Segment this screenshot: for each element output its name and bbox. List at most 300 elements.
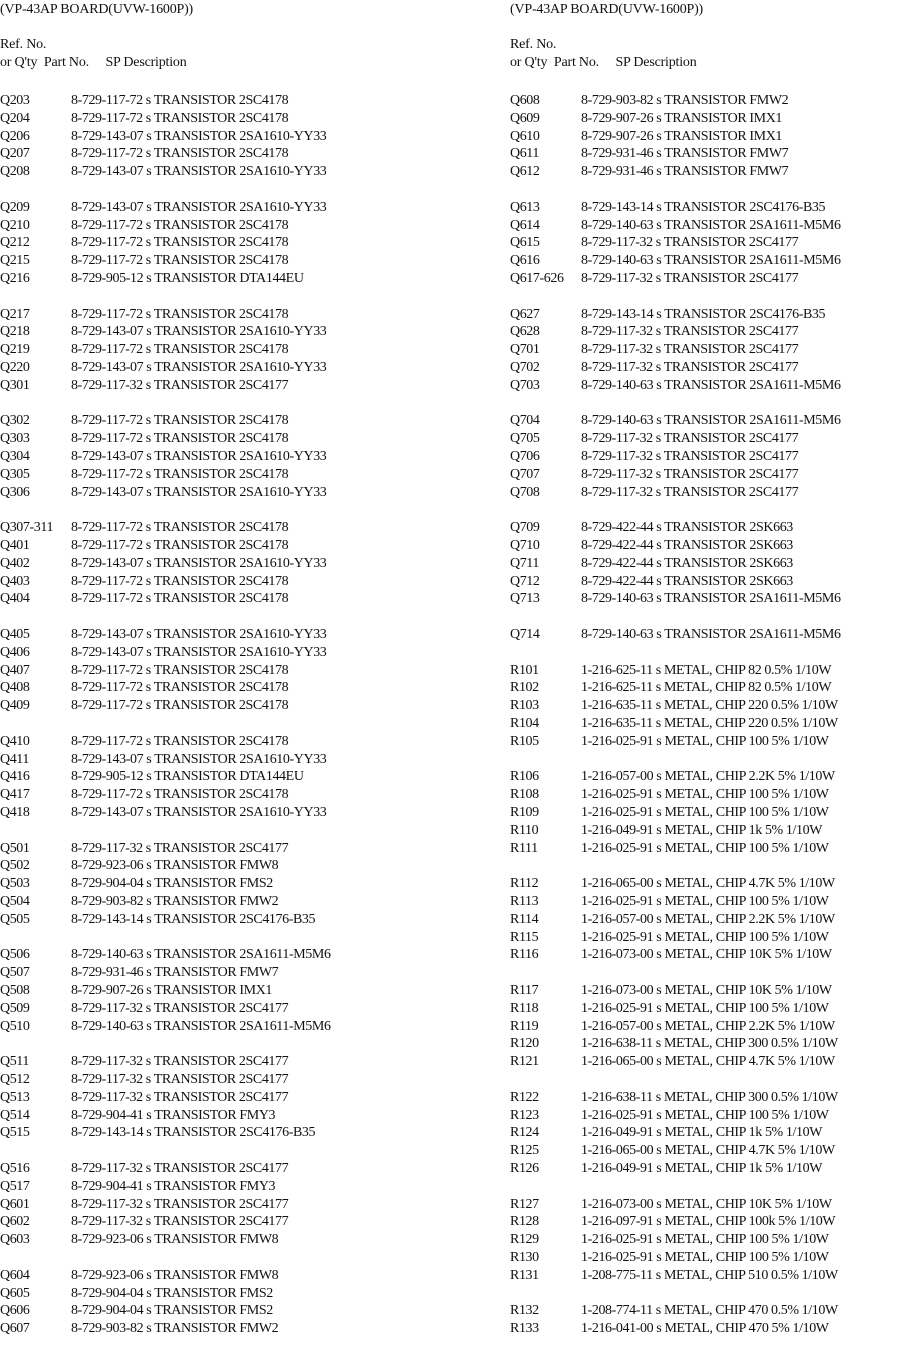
description: METAL, CHIP 100 5% 1/10W: [664, 840, 829, 856]
part-no: 8-729-143-07: [71, 199, 144, 215]
part-no: 8-729-923-06: [71, 1232, 144, 1248]
ref-no: Q212: [0, 235, 30, 251]
sp-flag: s: [655, 431, 661, 447]
description: METAL, CHIP 100 5% 1/10W: [664, 805, 829, 820]
ref-no: Q707: [510, 466, 540, 482]
part-line: [71, 768, 304, 786]
part-no: 8-729-117-72: [71, 787, 143, 803]
sp-flag: s: [656, 627, 662, 642]
sp-flag: s: [145, 680, 151, 696]
description: TRANSISTOR 2SA1610-YY33: [154, 449, 327, 464]
ref-no: Q509: [0, 1000, 30, 1016]
sp-flag: s: [656, 947, 662, 963]
sp-flag: s: [656, 840, 662, 856]
part-no: 1-216-025-91: [581, 1107, 654, 1123]
sp-flag: s: [146, 1178, 152, 1194]
part-line: [71, 306, 288, 324]
ref-no: R102: [510, 680, 539, 696]
description: TRANSISTOR 2SC4177: [153, 1214, 289, 1230]
part-line: [71, 555, 326, 573]
part-line: [581, 323, 798, 341]
sp-flag: s: [656, 253, 662, 269]
ref-no: R106: [510, 769, 539, 785]
sp-flag: s: [146, 360, 152, 375]
description: TRANSISTOR 2SC4177: [663, 466, 799, 482]
ref-no: R110: [510, 822, 539, 838]
sp-flag: s: [656, 1232, 662, 1248]
part-no: 8-729-140-63: [581, 253, 654, 269]
description: TRANSISTOR 2SC4177: [663, 360, 799, 375]
description: TRANSISTOR 2SC4178: [153, 662, 289, 678]
ref-no: Q410: [0, 733, 30, 749]
description: TRANSISTOR 2SA1610-YY33: [154, 484, 327, 500]
part-line: [581, 448, 798, 466]
description: TRANSISTOR 2SC4176-B35: [154, 911, 316, 927]
part-no: 8-729-117-72: [71, 306, 143, 322]
ref-no: Q712: [510, 573, 540, 589]
description: TRANSISTOR 2SC4178: [153, 217, 289, 233]
part-line: [71, 1213, 288, 1231]
description: METAL, CHIP 100 5% 1/10W: [664, 1250, 829, 1265]
sp-flag: s: [656, 876, 662, 892]
description: TRANSISTOR 2SA1611-M5M6: [664, 377, 841, 393]
part-no: 8-729-143-07: [71, 324, 144, 340]
description: METAL, CHIP 100 5% 1/10W: [664, 733, 829, 749]
sp-flag: s: [146, 751, 152, 767]
ref-no: Q617-626: [510, 271, 564, 286]
part-line: [71, 448, 326, 466]
part-no: 1-216-073-00: [581, 947, 654, 963]
description: METAL, CHIP 300 0.5% 1/10W: [663, 1089, 838, 1105]
sp-flag: s: [656, 591, 662, 607]
sp-flag: s: [656, 164, 662, 180]
part-line: [581, 804, 829, 822]
part-line: [581, 1000, 829, 1018]
sp-flag: s: [145, 591, 151, 607]
part-line: [71, 1018, 331, 1036]
part-no: 1-216-025-91: [581, 1232, 654, 1248]
part-no: 1-216-057-00: [581, 769, 654, 785]
sp-flag: s: [145, 413, 151, 429]
ref-no: Q606: [0, 1303, 30, 1319]
part-line: [71, 1302, 273, 1320]
ref-no: Q506: [0, 947, 30, 963]
sp-flag: s: [145, 306, 151, 322]
ref-no: Q216: [0, 271, 30, 286]
sp-flag: s: [655, 716, 661, 731]
ref-no: Q613: [510, 199, 540, 215]
part-no: 8-729-904-04: [71, 1285, 144, 1301]
description: TRANSISTOR IMX1: [154, 983, 273, 998]
ref-no: Q511: [0, 1054, 29, 1070]
description: METAL, CHIP 220 0.5% 1/10W: [663, 716, 838, 731]
ref-no: Q608: [510, 93, 540, 108]
description: TRANSISTOR 2SC4177: [153, 1072, 289, 1087]
part-line: [71, 946, 331, 964]
part-no: 8-729-143-07: [71, 805, 144, 820]
sp-flag: s: [656, 413, 662, 429]
description: TRANSISTOR 2SA1610-YY33: [154, 164, 327, 180]
part-line: [581, 982, 832, 1000]
ref-no: R121: [510, 1054, 539, 1070]
part-line: [71, 519, 288, 537]
sp-flag: s: [145, 698, 151, 714]
part-no: 8-729-905-12: [71, 769, 144, 785]
part-line: [71, 234, 288, 252]
part-no: 8-729-140-63: [71, 947, 144, 963]
part-no: 8-729-931-46: [581, 164, 654, 180]
part-no: 1-216-025-91: [581, 894, 654, 909]
ref-no: R120: [510, 1036, 539, 1052]
description: TRANSISTOR 2SC4177: [153, 1089, 289, 1105]
part-line: [581, 217, 841, 235]
ref-no: R105: [510, 733, 539, 749]
description: METAL, CHIP 300 0.5% 1/10W: [663, 1036, 838, 1052]
description: TRANSISTOR 2SC4177: [663, 324, 799, 340]
ref-no: Q711: [510, 555, 539, 571]
part-line: [71, 1071, 288, 1089]
sp-flag: s: [656, 1143, 662, 1159]
part-no: 8-729-117-72: [71, 680, 143, 696]
description: METAL, CHIP 10K 5% 1/10W: [664, 983, 832, 998]
part-line: [581, 270, 798, 288]
ref-no: R118: [510, 1000, 539, 1016]
ref-no: Q612: [510, 164, 540, 180]
sp-flag: s: [145, 662, 151, 678]
description: TRANSISTOR FMS2: [154, 876, 273, 892]
sp-flag: s: [655, 1036, 661, 1052]
part-line: [581, 768, 835, 786]
ref-no: R122: [510, 1089, 539, 1105]
ref-no: R113: [510, 894, 539, 909]
description: TRANSISTOR 2SC4178: [153, 146, 289, 162]
sp-flag: s: [656, 929, 662, 945]
part-line: [581, 1231, 829, 1249]
description: TRANSISTOR 2SC4177: [153, 1000, 289, 1016]
description: TRANSISTOR 2SC4178: [153, 538, 289, 553]
description: TRANSISTOR FMW8: [154, 1267, 279, 1283]
part-no: 8-729-117-72: [71, 146, 143, 162]
part-no: 8-729-422-44: [581, 538, 654, 553]
part-no: 8-729-143-14: [71, 1125, 144, 1141]
part-line: [581, 1018, 835, 1036]
description: TRANSISTOR 2SC4178: [153, 306, 289, 322]
description: TRANSISTOR 2SK663: [664, 573, 793, 589]
ref-no: R115: [510, 929, 539, 945]
ref-no: Q302: [0, 413, 30, 429]
part-no: 8-729-140-63: [581, 217, 654, 233]
part-no: 1-216-065-00: [581, 1143, 654, 1159]
sp-flag: s: [145, 253, 151, 269]
description: TRANSISTOR 2SA1611-M5M6: [664, 627, 841, 642]
sp-flag: s: [655, 680, 661, 696]
part-no: 1-216-025-91: [581, 805, 654, 820]
part-line: [71, 92, 288, 110]
description: TRANSISTOR IMX1: [664, 110, 783, 126]
description: TRANSISTOR 2SC4178: [153, 591, 289, 607]
sp-flag: s: [146, 1125, 152, 1141]
part-line: [581, 1302, 838, 1320]
part-line: [71, 466, 288, 484]
description: TRANSISTOR 2SC4177: [153, 1196, 289, 1212]
sp-flag: s: [146, 1285, 152, 1301]
sp-flag: s: [656, 787, 662, 803]
ref-no: R117: [510, 983, 539, 998]
description: TRANSISTOR 2SC4177: [663, 271, 799, 286]
part-line: [71, 341, 288, 359]
description: TRANSISTOR FMS2: [154, 1285, 273, 1301]
part-no: 8-729-117-72: [71, 253, 143, 269]
part-line: [581, 1249, 829, 1267]
part-line: [71, 573, 288, 591]
part-no: 1-216-025-91: [581, 840, 654, 856]
part-no: 8-729-143-07: [71, 164, 144, 180]
part-no: 8-729-117-32: [71, 1214, 143, 1230]
part-no: 8-729-923-06: [71, 1267, 144, 1283]
sp-flag: s: [656, 1250, 662, 1265]
part-line: [71, 857, 278, 875]
part-line: [71, 875, 273, 893]
description: TRANSISTOR 2SA1611-M5M6: [664, 253, 841, 269]
part-line: [71, 537, 288, 555]
part-line: [581, 1142, 835, 1160]
part-line: [71, 199, 326, 217]
description: TRANSISTOR 2SC4177: [663, 235, 799, 251]
part-no: 8-729-140-63: [581, 413, 654, 429]
part-line: [71, 662, 288, 680]
description: TRANSISTOR IMX1: [664, 128, 783, 144]
board-title: (VP-43AP BOARD(UVW-1600P)): [0, 2, 194, 17]
part-line: [581, 1196, 832, 1214]
part-line: [581, 466, 798, 484]
sp-flag: s: [146, 1267, 152, 1283]
part-line: [581, 1267, 838, 1285]
description: METAL, CHIP 2.2K 5% 1/10W: [664, 1018, 835, 1034]
part-line: [581, 946, 832, 964]
description: TRANSISTOR 2SC4177: [153, 840, 289, 856]
ref-no: Q510: [0, 1018, 30, 1034]
part-line: [71, 1124, 315, 1142]
part-line: [71, 733, 288, 751]
part-no: 8-729-904-04: [71, 876, 144, 892]
description: TRANSISTOR 2SA1610-YY33: [154, 805, 327, 820]
part-no: 8-729-907-26: [581, 110, 654, 126]
description: METAL, CHIP 470 0.5% 1/10W: [663, 1303, 838, 1319]
ref-no: R128: [510, 1214, 539, 1230]
description: TRANSISTOR FMW2: [154, 894, 279, 909]
sp-flag: s: [146, 769, 152, 785]
ref-no: R119: [510, 1018, 539, 1034]
part-no: 8-729-905-12: [71, 271, 144, 286]
part-no: 8-729-143-07: [71, 644, 144, 660]
sp-flag: s: [655, 1303, 661, 1319]
ref-no: R116: [510, 947, 539, 963]
description: TRANSISTOR 2SA1611-M5M6: [664, 413, 841, 429]
part-no: 8-729-422-44: [581, 555, 654, 571]
description: TRANSISTOR 2SA1610-YY33: [154, 128, 327, 144]
part-no: 8-729-117-32: [581, 449, 653, 464]
description: TRANSISTOR 2SK663: [664, 520, 793, 536]
sp-flag: s: [145, 1196, 151, 1212]
part-no: 8-729-117-32: [581, 324, 653, 340]
sp-flag: s: [146, 324, 152, 340]
sp-flag: s: [656, 199, 662, 215]
sp-flag: s: [656, 894, 662, 909]
description: TRANSISTOR 2SA1610-YY33: [154, 199, 327, 215]
ref-no: Q710: [510, 538, 540, 553]
description: TRANSISTOR 2SA1610-YY33: [154, 627, 327, 642]
part-no: 8-729-143-14: [581, 199, 654, 215]
ref-no: Q215: [0, 253, 30, 269]
part-line: [71, 1000, 288, 1018]
ref-no: Q713: [510, 591, 540, 607]
part-no: 8-729-117-72: [71, 217, 143, 233]
sp-flag: s: [145, 840, 151, 856]
sp-flag: s: [145, 217, 151, 233]
part-no: 8-729-117-72: [71, 235, 143, 251]
part-no: 8-729-117-32: [71, 1089, 143, 1105]
ref-no: Q616: [510, 253, 540, 269]
sp-flag: s: [655, 449, 661, 464]
sp-flag: s: [655, 484, 661, 500]
part-line: [581, 893, 829, 911]
part-line: [71, 377, 288, 395]
part-no: 1-216-638-11: [581, 1089, 653, 1105]
sp-flag: s: [146, 947, 152, 963]
part-no: 8-729-143-07: [71, 751, 144, 767]
sp-flag: s: [145, 342, 151, 358]
ref-no: R132: [510, 1303, 539, 1319]
part-no: 1-216-025-91: [581, 787, 654, 803]
part-line: [581, 715, 838, 733]
part-no: 8-729-117-72: [71, 93, 143, 108]
description: TRANSISTOR DTA144EU: [154, 271, 304, 286]
description: METAL, CHIP 82 0.5% 1/10W: [663, 662, 832, 678]
ref-no: Q305: [0, 466, 30, 482]
description: METAL, CHIP 100k 5% 1/10W: [664, 1214, 836, 1230]
description: TRANSISTOR 2SC4176-B35: [154, 1125, 316, 1141]
part-no: 1-216-073-00: [581, 1196, 654, 1212]
description: TRANSISTOR 2SK663: [664, 538, 793, 553]
ref-no: Q516: [0, 1161, 30, 1176]
part-no: 1-208-774-11: [581, 1303, 653, 1319]
part-no: 8-729-904-41: [71, 1178, 144, 1194]
part-no: 8-729-117-32: [71, 1196, 143, 1212]
description: METAL, CHIP 470 5% 1/10W: [664, 1321, 829, 1337]
part-line: [581, 929, 829, 947]
part-line: [581, 875, 835, 893]
part-line: [71, 145, 288, 163]
description: TRANSISTOR 2SC4176-B35: [664, 199, 826, 215]
description: METAL, CHIP 10K 5% 1/10W: [664, 947, 832, 963]
ref-no: Q206: [0, 128, 30, 144]
part-no: 8-729-143-07: [71, 627, 144, 642]
sp-flag: s: [656, 1125, 662, 1141]
part-line: [581, 1160, 822, 1178]
description: METAL, CHIP 2.2K 5% 1/10W: [664, 911, 835, 927]
part-line: [71, 359, 326, 377]
ref-no: Q508: [0, 983, 30, 998]
description: TRANSISTOR FMW7: [664, 164, 789, 180]
ref-no: R126: [510, 1161, 539, 1176]
ref-no: Q417: [0, 787, 30, 803]
description: METAL, CHIP 510 0.5% 1/10W: [663, 1267, 838, 1283]
sp-flag: s: [145, 466, 151, 482]
sp-flag: s: [656, 1054, 662, 1070]
ref-no: Q501: [0, 840, 30, 856]
description: TRANSISTOR 2SK663: [664, 555, 793, 571]
description: METAL, CHIP 82 0.5% 1/10W: [663, 680, 832, 696]
description: METAL, CHIP 100 5% 1/10W: [664, 894, 829, 909]
part-line: [71, 323, 326, 341]
part-line: [581, 786, 829, 804]
ref-no: Q505: [0, 911, 30, 927]
description: METAL, CHIP 4.7K 5% 1/10W: [664, 1143, 835, 1159]
part-no: 8-729-117-72: [71, 342, 143, 358]
description: TRANSISTOR 2SC4178: [153, 413, 289, 429]
board-title: (VP-43AP BOARD(UVW-1600P)): [510, 2, 704, 17]
sp-flag: s: [145, 377, 151, 393]
ref-no: Q627: [510, 306, 540, 322]
ref-no: Q218: [0, 324, 30, 340]
ref-no: Q517: [0, 1178, 30, 1194]
ref-no: R125: [510, 1143, 539, 1159]
part-line: [581, 359, 798, 377]
sp-flag: s: [146, 1232, 152, 1248]
part-no: 8-729-140-63: [581, 627, 654, 642]
description: TRANSISTOR 2SC4178: [153, 787, 289, 803]
part-line: [581, 911, 835, 929]
part-no: 8-729-422-44: [581, 520, 654, 536]
part-line: [71, 484, 326, 502]
ref-no: Q609: [510, 110, 540, 126]
sp-flag: s: [146, 894, 152, 909]
ref-no: R127: [510, 1196, 539, 1212]
part-no: 8-729-140-63: [71, 1018, 144, 1034]
ref-no: Q615: [510, 235, 540, 251]
part-no: 8-729-907-26: [71, 983, 144, 998]
description: TRANSISTOR FMW8: [154, 1232, 279, 1248]
part-line: [581, 1213, 835, 1231]
sp-flag: s: [145, 1089, 151, 1105]
ref-no: Q607: [0, 1321, 30, 1337]
part-no: 1-216-025-91: [581, 1250, 654, 1265]
sp-flag: s: [656, 128, 662, 144]
part-line: [581, 234, 798, 252]
sp-flag: s: [655, 324, 661, 340]
sp-flag: s: [655, 235, 661, 251]
sp-flag: s: [656, 911, 662, 927]
ref-no: Q219: [0, 342, 30, 358]
ref-no: Q628: [510, 324, 540, 340]
description: TRANSISTOR 2SA1611-M5M6: [664, 591, 841, 607]
part-line: [581, 110, 782, 128]
part-no: 8-729-140-63: [581, 591, 654, 607]
part-line: [581, 519, 793, 537]
sp-flag: s: [656, 1161, 662, 1176]
ref-no: Q401: [0, 538, 30, 553]
part-line: [581, 145, 788, 163]
description: TRANSISTOR 2SC4178: [153, 253, 289, 269]
sp-flag: s: [146, 983, 152, 998]
sp-flag: s: [656, 110, 662, 126]
part-line: [71, 110, 288, 128]
part-no: 8-729-117-72: [71, 662, 143, 678]
part-line: [581, 590, 841, 608]
part-no: 8-729-143-07: [71, 360, 144, 375]
part-line: [581, 412, 841, 430]
part-line: [71, 1285, 273, 1303]
